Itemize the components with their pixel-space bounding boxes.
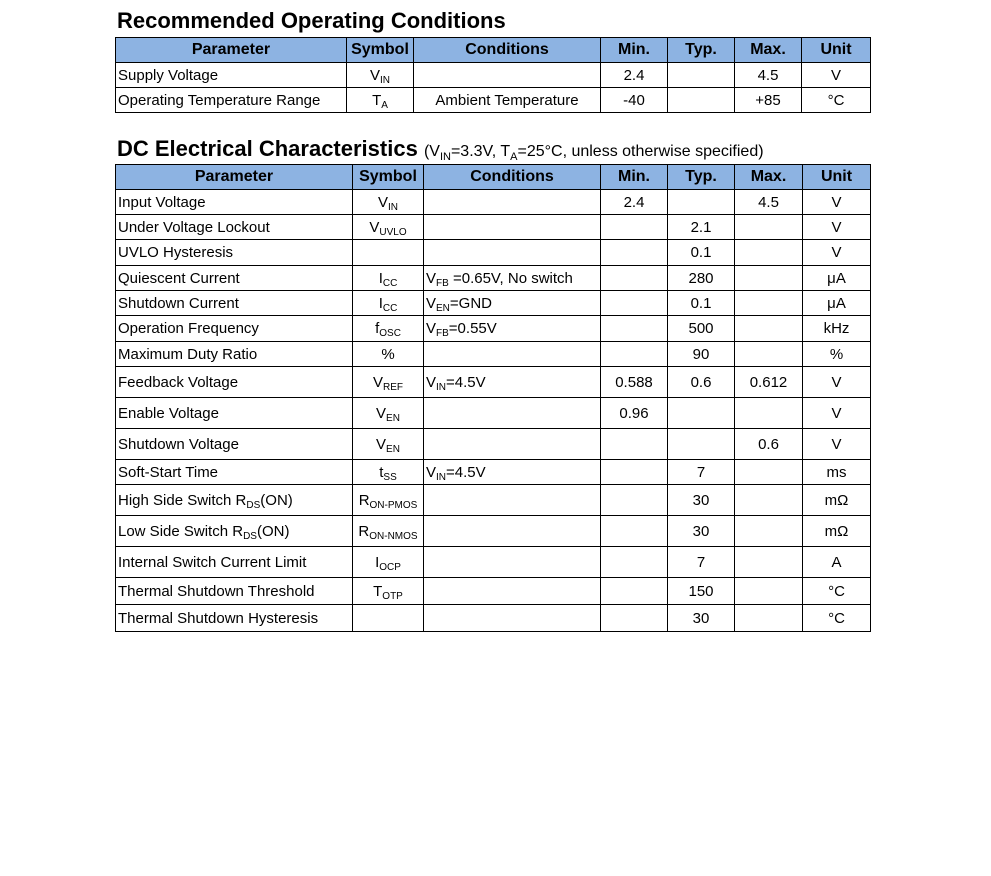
symbol-sub: EN [386, 412, 400, 424]
conditions-sub: FB [436, 277, 449, 289]
symbol-cell [353, 429, 424, 460]
typ-cell: 280 [668, 266, 735, 291]
parameter-part: Low Side Switch R [118, 522, 244, 540]
max-cell [735, 316, 803, 342]
symbol-base: I [378, 294, 383, 312]
conditions-base: V [426, 373, 437, 391]
symbol-sub: IN [388, 201, 398, 213]
max-cell [735, 240, 803, 266]
note-part: (V [423, 143, 440, 160]
parameter-part: High Side Switch R [118, 491, 247, 509]
parameter-cell: Internal Switch Current Limit [116, 547, 353, 578]
symbol-base: V [369, 66, 380, 84]
parameter-sub: DS [246, 499, 261, 511]
dc-title [117, 136, 764, 163]
min-cell [601, 578, 668, 605]
unit-cell: V [803, 398, 871, 429]
symbol-cell [353, 266, 424, 291]
symbol-cell [353, 240, 424, 266]
symbol-sub: UVLO [379, 226, 407, 238]
min-cell: 0.588 [601, 367, 668, 398]
symbol-cell [353, 398, 424, 429]
recommended-header-row [116, 38, 871, 63]
note-sub: A [510, 151, 518, 164]
conditions-sub: EN [436, 302, 450, 314]
symbol-sub: OCP [379, 561, 401, 573]
header-parameter: Parameter [116, 165, 353, 190]
typ-cell: 7 [668, 547, 735, 578]
typ-cell: 30 [668, 516, 735, 547]
max-cell [735, 605, 803, 632]
symbol-base: T [373, 582, 383, 600]
table-row [116, 460, 871, 485]
max-cell [735, 398, 803, 429]
unit-cell: V [803, 367, 871, 398]
unit-cell: kHz [803, 316, 871, 342]
max-cell [735, 266, 803, 291]
symbol-sub: OTP [382, 590, 403, 602]
parameter-cell [116, 485, 353, 516]
typ-cell: 7 [668, 460, 735, 485]
parameter-cell: Thermal Shutdown Hysteresis [116, 605, 353, 632]
conditions-cell [424, 398, 601, 429]
symbol-base: % [381, 345, 395, 363]
table-row [116, 547, 871, 578]
min-cell [601, 516, 668, 547]
symbol-sub: OSC [379, 328, 401, 339]
conditions-sub: FB [436, 328, 449, 339]
recommended-title-text: Recommended Operating Conditions [117, 8, 506, 33]
conditions-rest: =4.5V [446, 373, 486, 391]
unit-cell: A [803, 547, 871, 578]
max-cell [735, 547, 803, 578]
unit-cell: μA [803, 291, 871, 316]
parameter-cell: Soft-Start Time [116, 460, 353, 485]
parameter-cell [116, 516, 353, 547]
symbol-cell [347, 88, 414, 113]
max-cell [735, 291, 803, 316]
conditions-cell [424, 516, 601, 547]
header-min: Min. [601, 165, 668, 190]
conditions-cell [424, 240, 601, 266]
parameter-cell: Shutdown Current [116, 291, 353, 316]
conditions-base: V [426, 320, 437, 337]
conditions-cell [424, 547, 601, 578]
typ-cell: 30 [668, 605, 735, 632]
table-row [116, 240, 871, 266]
table-row [116, 342, 871, 367]
header-typ: Typ. [668, 165, 735, 190]
max-cell [735, 215, 803, 240]
header-parameter: Parameter [116, 38, 347, 63]
conditions-cell [424, 485, 601, 516]
note-part: =25°C, unless otherwise specified) [517, 143, 764, 160]
table-row [116, 398, 871, 429]
dc-conditions-note [423, 143, 764, 164]
symbol-cell [353, 367, 424, 398]
parameter-cell: Operation Frequency [116, 316, 353, 342]
header-min: Min. [601, 38, 668, 63]
symbol-cell [353, 578, 424, 605]
header-unit: Unit [803, 165, 871, 190]
min-cell [601, 342, 668, 367]
max-cell [735, 516, 803, 547]
table-row [116, 516, 871, 547]
parameter-part: (ON) [260, 491, 293, 509]
symbol-cell [353, 460, 424, 485]
min-cell [601, 429, 668, 460]
symbol-cell [353, 485, 424, 516]
conditions-cell [424, 190, 601, 215]
symbol-cell [353, 316, 424, 342]
conditions-cell [414, 63, 601, 88]
parameter-cell: Enable Voltage [116, 398, 353, 429]
max-cell: +85 [735, 88, 802, 113]
symbol-base: R [358, 522, 370, 540]
symbol-base: R [358, 491, 370, 509]
symbol-cell [353, 291, 424, 316]
symbol-cell [353, 190, 424, 215]
typ-cell: 0.1 [668, 291, 735, 316]
symbol-base: I [378, 269, 383, 287]
conditions-cell [424, 460, 601, 485]
typ-cell: 90 [668, 342, 735, 367]
unit-cell: V [803, 240, 871, 266]
min-cell [601, 240, 668, 266]
symbol-cell [353, 516, 424, 547]
conditions-sub: IN [436, 471, 447, 483]
typ-cell: 500 [668, 316, 735, 342]
symbol-sub: ON-NMOS [369, 530, 418, 542]
header-symbol: Symbol [347, 38, 414, 63]
conditions-cell [424, 215, 601, 240]
conditions-sub: IN [436, 381, 447, 393]
header-conditions: Conditions [414, 38, 601, 63]
table-row [116, 316, 871, 342]
unit-cell: V [803, 190, 871, 215]
conditions-rest: =4.5V [446, 463, 486, 481]
parameter-cell: Maximum Duty Ratio [116, 342, 353, 367]
conditions-cell [424, 316, 601, 342]
table-row [116, 291, 871, 316]
conditions-rest: =0.55V [448, 320, 497, 337]
min-cell [601, 460, 668, 485]
parameter-cell: Shutdown Voltage [116, 429, 353, 460]
symbol-base: T [372, 91, 382, 109]
symbol-base: f [375, 320, 380, 337]
conditions-rest: =0.65V, No switch [448, 269, 573, 287]
symbol-sub: A [381, 99, 388, 111]
table-row [116, 485, 871, 516]
max-cell [735, 578, 803, 605]
min-cell [601, 215, 668, 240]
symbol-cell [353, 547, 424, 578]
min-cell: 2.4 [601, 63, 668, 88]
conditions-rest: =GND [449, 294, 493, 312]
typ-cell: 0.6 [668, 367, 735, 398]
unit-cell: mΩ [803, 516, 871, 547]
symbol-cell [353, 215, 424, 240]
typ-cell [668, 63, 735, 88]
parameter-cell: Supply Voltage [116, 63, 347, 88]
typ-cell [668, 88, 735, 113]
conditions-cell [424, 266, 601, 291]
table-row [116, 190, 871, 215]
table-row [116, 63, 871, 88]
symbol-sub: CC [382, 302, 398, 314]
conditions-base: V [426, 463, 437, 481]
table-row [116, 215, 871, 240]
header-max: Max. [735, 165, 803, 190]
parameter-cell: Feedback Voltage [116, 367, 353, 398]
parameter-part: (ON) [256, 522, 290, 540]
unit-cell: V [803, 215, 871, 240]
symbol-sub: ON-PMOS [369, 499, 418, 511]
max-cell [735, 485, 803, 516]
max-cell [735, 460, 803, 485]
typ-cell [668, 398, 735, 429]
recommended-table [115, 37, 871, 113]
symbol-base: V [377, 193, 388, 211]
note-part: =3.3V, T [450, 143, 511, 160]
recommended-title [117, 8, 506, 34]
typ-cell [668, 429, 735, 460]
unit-cell: V [802, 63, 871, 88]
dc-table-body [116, 190, 871, 632]
symbol-base: I [375, 553, 380, 571]
parameter-cell: Under Voltage Lockout [116, 215, 353, 240]
symbol-base: V [376, 404, 387, 422]
unit-cell: mΩ [803, 485, 871, 516]
symbol-sub: CC [382, 277, 398, 289]
unit-cell: °C [803, 605, 871, 632]
dc-characteristics-table [115, 164, 871, 632]
min-cell [601, 547, 668, 578]
conditions-cell [424, 429, 601, 460]
symbol-sub: EN [386, 443, 400, 455]
table-row [116, 88, 871, 113]
parameter-sub: DS [243, 530, 257, 542]
table-row [116, 367, 871, 398]
symbol-base: V [369, 218, 380, 236]
note-sub: IN [439, 151, 451, 164]
conditions-cell [424, 291, 601, 316]
header-typ: Typ. [668, 38, 735, 63]
symbol-base: V [372, 373, 383, 391]
symbol-base: V [376, 435, 387, 453]
min-cell: -40 [601, 88, 668, 113]
min-cell [601, 291, 668, 316]
min-cell [601, 266, 668, 291]
typ-cell: 2.1 [668, 215, 735, 240]
conditions-base: V [426, 294, 437, 312]
typ-cell: 150 [668, 578, 735, 605]
table-row [116, 605, 871, 632]
min-cell: 0.96 [601, 398, 668, 429]
unit-cell: °C [802, 88, 871, 113]
unit-cell: ms [803, 460, 871, 485]
table-row [116, 578, 871, 605]
symbol-sub: REF [383, 381, 403, 393]
conditions-cell [424, 342, 601, 367]
dc-header-row [116, 165, 871, 190]
header-max: Max. [735, 38, 802, 63]
typ-cell: 30 [668, 485, 735, 516]
unit-cell: °C [803, 578, 871, 605]
parameter-cell: Quiescent Current [116, 266, 353, 291]
dc-title-text: DC Electrical Characteristics [117, 136, 418, 161]
conditions-cell [424, 578, 601, 605]
min-cell [601, 605, 668, 632]
max-cell: 0.612 [735, 367, 803, 398]
conditions-cell [424, 605, 601, 632]
symbol-sub: IN [380, 74, 390, 86]
parameter-cell: Input Voltage [116, 190, 353, 215]
symbol-cell [347, 63, 414, 88]
parameter-cell: UVLO Hysteresis [116, 240, 353, 266]
parameter-cell: Operating Temperature Range [116, 88, 347, 113]
conditions-base: V [426, 269, 437, 287]
symbol-cell [353, 605, 424, 632]
min-cell: 2.4 [601, 190, 668, 215]
max-cell: 4.5 [735, 63, 802, 88]
header-unit: Unit [802, 38, 871, 63]
unit-cell: μA [803, 266, 871, 291]
min-cell [601, 316, 668, 342]
typ-cell: 0.1 [668, 240, 735, 266]
typ-cell [668, 190, 735, 215]
max-cell [735, 342, 803, 367]
parameter-cell: Thermal Shutdown Threshold [116, 578, 353, 605]
table-row [116, 266, 871, 291]
header-symbol: Symbol [353, 165, 424, 190]
conditions-cell: Ambient Temperature [414, 88, 601, 113]
symbol-sub: SS [383, 471, 397, 483]
unit-cell: % [803, 342, 871, 367]
conditions-cell [424, 367, 601, 398]
header-conditions: Conditions [424, 165, 601, 190]
unit-cell: V [803, 429, 871, 460]
symbol-cell [353, 342, 424, 367]
symbol-base: t [379, 463, 384, 481]
max-cell: 0.6 [735, 429, 803, 460]
max-cell: 4.5 [735, 190, 803, 215]
min-cell [601, 485, 668, 516]
table-row [116, 429, 871, 460]
